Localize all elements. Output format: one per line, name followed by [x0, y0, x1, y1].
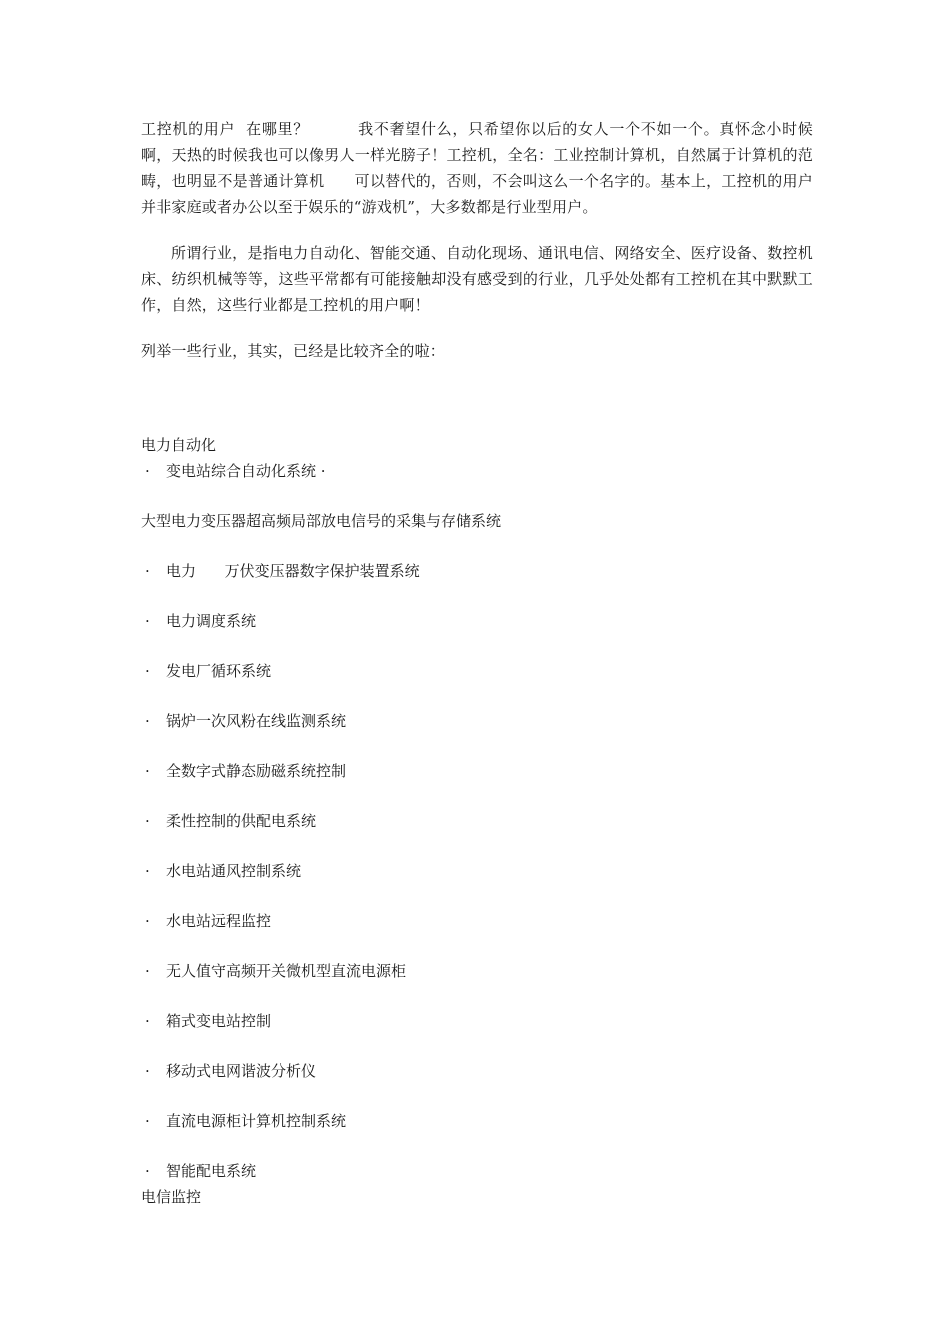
bullet-icon: · [145, 1062, 150, 1080]
section-title-telecom-monitoring: 电信监控 [141, 1188, 202, 1206]
list-item [141, 1008, 813, 1034]
bullet-icon: · [145, 662, 150, 680]
bullet-icon: · [145, 562, 150, 580]
list-item-text: 全数字式静态励磁系统控制 [166, 762, 347, 780]
bullet-icon: · [145, 812, 150, 830]
section-gap [141, 364, 813, 432]
paragraph-gap [141, 318, 813, 338]
list-item [141, 1058, 813, 1084]
list-item [141, 758, 813, 784]
list-item [141, 708, 813, 734]
list-item [141, 458, 813, 484]
document-body [141, 116, 813, 1210]
bullet-icon: · [145, 712, 150, 730]
list-item-text: 水电站远程监控 [166, 912, 272, 930]
power-automation-list [141, 558, 813, 1184]
bullet-icon: · [145, 912, 150, 930]
bullet-icon: · [145, 612, 150, 630]
bullet-icon: · [145, 1012, 150, 1030]
bullet-icon: · [145, 762, 150, 780]
list-item [141, 858, 813, 884]
paragraph-gap [141, 220, 813, 240]
list-item-text: 电力调度系统 [166, 612, 257, 630]
list-item [141, 658, 813, 684]
list-item-text: 移动式电网谐波分析仪 [166, 1062, 317, 1080]
list-item [141, 558, 813, 584]
list-item [141, 608, 813, 634]
list-item [141, 958, 813, 984]
list-item [141, 1158, 813, 1184]
list-item-text: 智能配电系统 [166, 1162, 257, 1180]
list-item-text: 无人值守高频开关微机型直流电源柜 [166, 962, 407, 980]
list-item-text: 发电厂循环系统 [166, 662, 272, 680]
list-item-text: 电力 万伏变压器数字保护装置系统 [166, 562, 420, 580]
list-item [141, 908, 813, 934]
bullet-icon: · [145, 962, 150, 980]
list-item-text: 变电站综合自动化系统 · [166, 462, 326, 480]
list-item-text: 直流电源柜计算机控制系统 [166, 1112, 347, 1130]
list-item-text: 锅炉一次风粉在线监测系统 [166, 712, 347, 730]
list-item [141, 1108, 813, 1134]
list-item [141, 808, 813, 834]
bullet-icon: · [145, 462, 150, 480]
intro-paragraph-2: 所谓行业，是指电力自动化、智能交通、自动化现场、通讯电信、网络安全、医疗设备、数控机床、纺织机械等等，这些平常都有可能接触却没有感受到的行业，几乎处处都有工控机在其中默默工作，自然，这些行业都是工控机的用户啊！ [141, 244, 813, 314]
intro-paragraph-1: 工控机的用户 在哪里？ 我不奢望什么，只希望你以后的女人一个不如一个。真怀念小时候啊，天热的时候我也可以像男人一样光膀子！工控机，全名：工业控制计算机，自然属于计算机的范畴，也明显不是普通计算机 可以替代的，否则，不会叫这么一个名字的。基本上，工控机的用户并非家庭或者办公以至于娱乐的“游戏机”，大多数都是行业型用户。 [141, 120, 813, 216]
list-item-text: 箱式变电站控制 [166, 1012, 272, 1030]
bullet-icon: · [145, 862, 150, 880]
section-title-power-automation: 电力自动化 [141, 436, 217, 454]
list-item-text: 水电站通风控制系统 [166, 862, 302, 880]
bullet-icon: · [145, 1162, 150, 1180]
standalone-item: 大型电力变压器超高频局部放电信号的采集与存储系统 [141, 512, 502, 530]
list-item-text: 柔性控制的供配电系统 [166, 812, 317, 830]
bullet-icon: · [145, 1112, 150, 1130]
intro-paragraph-3: 列举一些行业，其实，已经是比较齐全的啦： [141, 342, 446, 360]
